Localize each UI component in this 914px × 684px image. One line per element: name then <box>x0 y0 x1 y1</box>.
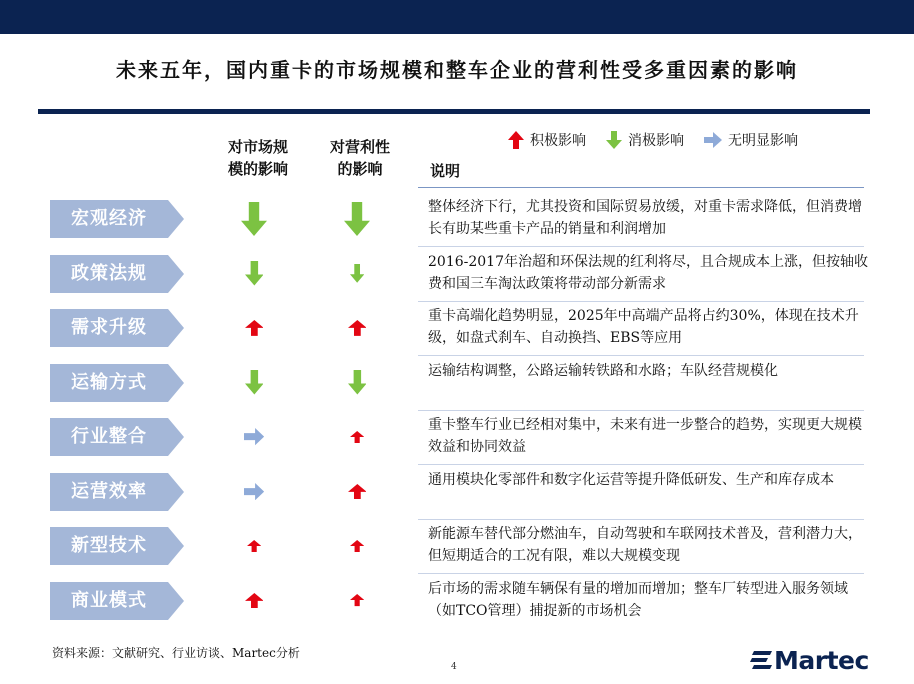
row-label-text: 政策法规 <box>71 262 147 284</box>
row-label-text: 运营效率 <box>71 480 147 502</box>
legend-positive: 积极影响 <box>508 130 586 150</box>
row-divider <box>418 410 864 411</box>
row-divider <box>418 246 864 247</box>
row-label-text: 需求升级 <box>71 317 147 338</box>
down-arrow-icon <box>245 370 264 394</box>
table-row <box>0 358 914 412</box>
row-divider <box>418 573 864 574</box>
market-impact-indicator <box>244 428 264 445</box>
up-arrow-icon <box>350 431 364 443</box>
row-divider <box>418 301 864 302</box>
row-label-text: 运输方式 <box>71 371 147 393</box>
legend <box>508 130 812 150</box>
down-arrow-icon <box>245 261 264 285</box>
down-arrow-icon <box>241 202 267 236</box>
profit-impact-indicator <box>350 264 364 283</box>
table-row <box>0 521 914 575</box>
header-divider <box>418 187 864 188</box>
row-label-text: 新型技术 <box>71 535 147 556</box>
header-market-impact <box>210 136 306 180</box>
slide-title: 未来五年，国内重卡的市场规模和整车企业的营利性受多重因素的影响 <box>116 58 798 82</box>
top-banner <box>0 0 914 34</box>
down-arrow-icon <box>344 202 370 236</box>
row-label-text: 宏观经济 <box>71 208 147 229</box>
market-impact-indicator <box>241 202 267 236</box>
profit-impact-indicator <box>348 370 367 394</box>
header-profit-line1: 对营利性 <box>329 138 390 156</box>
row-label-chevron <box>50 527 184 565</box>
legend-negative: 消极影响 <box>606 130 684 150</box>
row-description: 2016-2017年治超和环保法规的红利将尽，且合规成本上涨，但按轴收费和国三车淘汰政策将带动部分新需求 <box>428 253 868 292</box>
row-divider <box>418 519 864 520</box>
header-market-line2: 模的影响 <box>227 160 288 178</box>
market-impact-indicator <box>244 483 264 500</box>
logo-text: Martec <box>774 645 869 675</box>
profit-impact-indicator <box>350 431 364 443</box>
profit-impact-indicator <box>350 594 364 606</box>
market-impact-indicator <box>245 370 264 394</box>
profit-impact-indicator <box>348 320 367 336</box>
row-label-chevron <box>50 364 184 402</box>
up-arrow-icon <box>245 593 264 609</box>
row-label-chevron <box>50 255 184 293</box>
profit-impact-indicator <box>350 540 364 552</box>
up-arrow-icon <box>350 540 364 552</box>
table-row <box>0 467 914 521</box>
market-impact-indicator <box>245 261 264 285</box>
row-label-chevron <box>50 200 184 238</box>
row-divider <box>418 464 864 465</box>
up-arrow-icon <box>247 540 261 552</box>
up-arrow-icon <box>348 320 367 336</box>
header-profit-impact <box>312 136 408 180</box>
row-label-chevron <box>50 309 184 347</box>
up-arrow-icon <box>245 320 264 336</box>
page-number: 4 <box>451 662 457 672</box>
down-arrow-icon <box>350 264 364 283</box>
up-arrow-icon <box>508 131 524 149</box>
down-arrow-icon <box>348 370 367 394</box>
up-arrow-icon <box>348 484 367 500</box>
up-arrow-icon <box>350 594 364 606</box>
row-divider <box>418 355 864 356</box>
row-description: 重卡高端化趋势明显，2025年中高端产品将占约30%，体现在技术升级，如盘式刹车、自动换挡、EBS等应用 <box>428 308 859 346</box>
row-description: 新能源车替代部分燃油车，自动驾驶和车联网技术普及，营利潜力大，但短期适合的工况有限，难以大规模变现 <box>428 526 862 564</box>
source-note: 资料来源：文献研究、行业访谈、Martec分析 <box>52 646 300 660</box>
market-impact-indicator <box>245 593 264 609</box>
row-description: 整体经济下行，尤其投资和国际贸易放缓，对重卡需求降低，但消费增长有助某些重卡产品的销量和利润增加 <box>428 199 862 237</box>
header-market-line1: 对市场规 <box>227 138 288 156</box>
row-description: 通用模块化零部件和数字化运营等提升降低研发、生产和库存成本 <box>428 471 834 488</box>
row-label-chevron <box>50 473 184 511</box>
table-row <box>0 249 914 303</box>
table-row <box>0 576 914 630</box>
down-arrow-icon <box>606 131 622 149</box>
legend-neutral: 无明显影响 <box>704 130 798 150</box>
title-divider <box>38 109 870 114</box>
table-row <box>0 303 914 357</box>
row-label-text: 商业模式 <box>71 589 147 611</box>
row-label-chevron <box>50 582 184 620</box>
market-impact-indicator <box>245 320 264 336</box>
right-arrow-icon <box>244 428 264 445</box>
right-arrow-icon <box>704 132 722 148</box>
header-description: 说明 <box>430 162 461 180</box>
table-row <box>0 194 914 248</box>
table-row <box>0 412 914 466</box>
logo-mark-icon <box>748 647 774 673</box>
row-label-chevron <box>50 418 184 456</box>
row-label-text: 行业整合 <box>71 426 147 447</box>
row-description: 运输结构调整，公路运输转铁路和水路；车队经营规模化 <box>428 362 778 379</box>
martec-logo <box>748 644 869 676</box>
row-description: 后市场的需求随车辆保有量的增加而增加；整车厂转型进入服务领域（如TCO管理）捕捉新的市场机会 <box>428 580 848 619</box>
row-description: 重卡整车行业已经相对集中，未来有进一步整合的趋势，实现更大规模效益和协同效益 <box>428 417 862 455</box>
right-arrow-icon <box>244 483 264 500</box>
profit-impact-indicator <box>344 202 370 236</box>
profit-impact-indicator <box>348 484 367 500</box>
header-profit-line2: 的影响 <box>337 160 383 178</box>
market-impact-indicator <box>247 540 261 552</box>
